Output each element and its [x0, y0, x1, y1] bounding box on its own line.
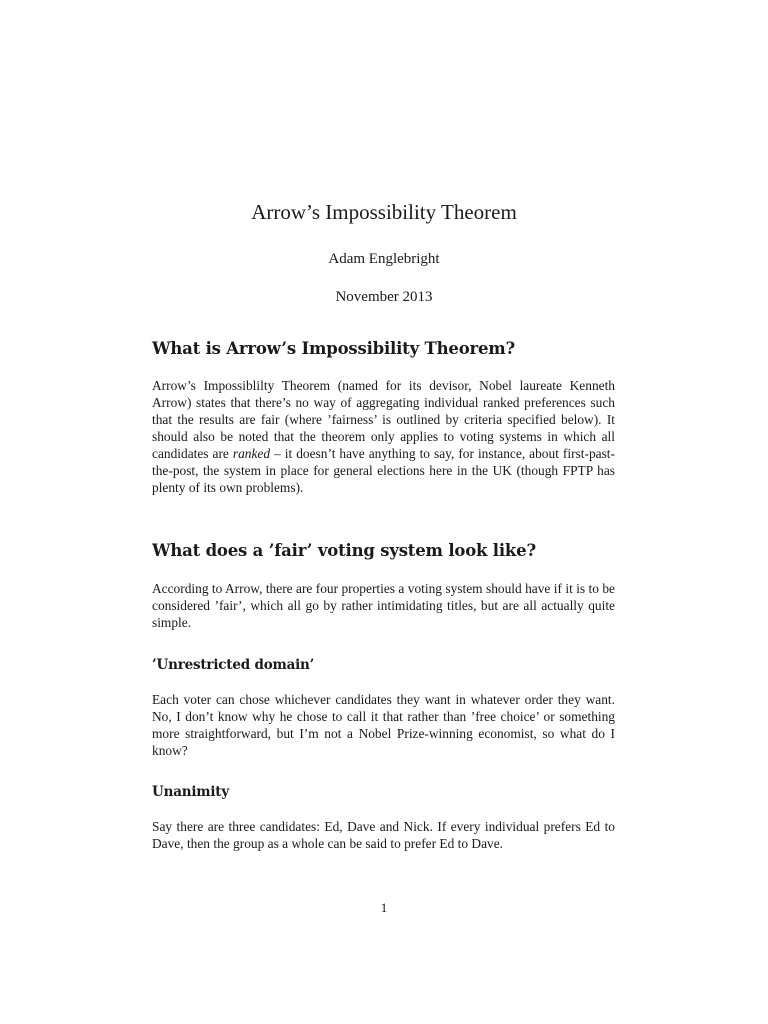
section-paragraph-fair-voting: According to Arrow, there are four properties a voting system should have if it is to be considered ’fair’, which all go by rather intimidating titles, but are all actually quite simple.	[152, 581, 615, 630]
section-paragraph-what-is	[152, 377, 615, 496]
document-date: November 2013	[335, 289, 433, 305]
paragraph-text: Arrow’s Impossiblilty Theorem (named for its devisor, Nobel laureate Kenneth Arrow) states that there’s no way of aggregating individual ranked preferences such that the results are fair (where ’fairness’ is outlined by criteria specified below). It should also be noted that the theorem only applies to voting systems in which all candidates are	[152, 378, 615, 461]
subsection-paragraph-unanimity: Say there are three candidates: Ed, Dave and Nick. If every individual prefers Ed to Dave, then the group as a whole can be said to prefer Ed to Dave.	[152, 819, 615, 851]
document-author: Adam Englebright	[328, 251, 440, 267]
page-number: 1	[380, 900, 388, 915]
subsection-heading-unanimity: Unanimity	[152, 784, 229, 800]
section-heading-what-is: What is Arrow’s Impossibility Theorem?	[152, 339, 516, 358]
subsection-heading-unrestricted-domain: ’Unrestricted domain’	[152, 657, 315, 673]
document-title: Arrow’s Impossibility Theorem	[251, 200, 517, 224]
subsection-paragraph-unrestricted-domain: Each voter can chose whichever candidates they want in whatever order they want. No, I don’t know why he chose to call it that rather than ’free choice’ or something more straightforward, but I’m not a Nobel Prize-winning economist, so what do I know?	[152, 692, 615, 758]
paragraph-text: – it doesn’t have anything to say, for instance, about first-past-the-post, the system in place for general elections here in the UK (though FPTP has plenty of its own problems).	[152, 446, 615, 495]
section-heading-fair-voting: What does a ’fair’ voting system look like?	[152, 541, 536, 560]
emphasis-ranked: ranked	[232, 446, 271, 461]
